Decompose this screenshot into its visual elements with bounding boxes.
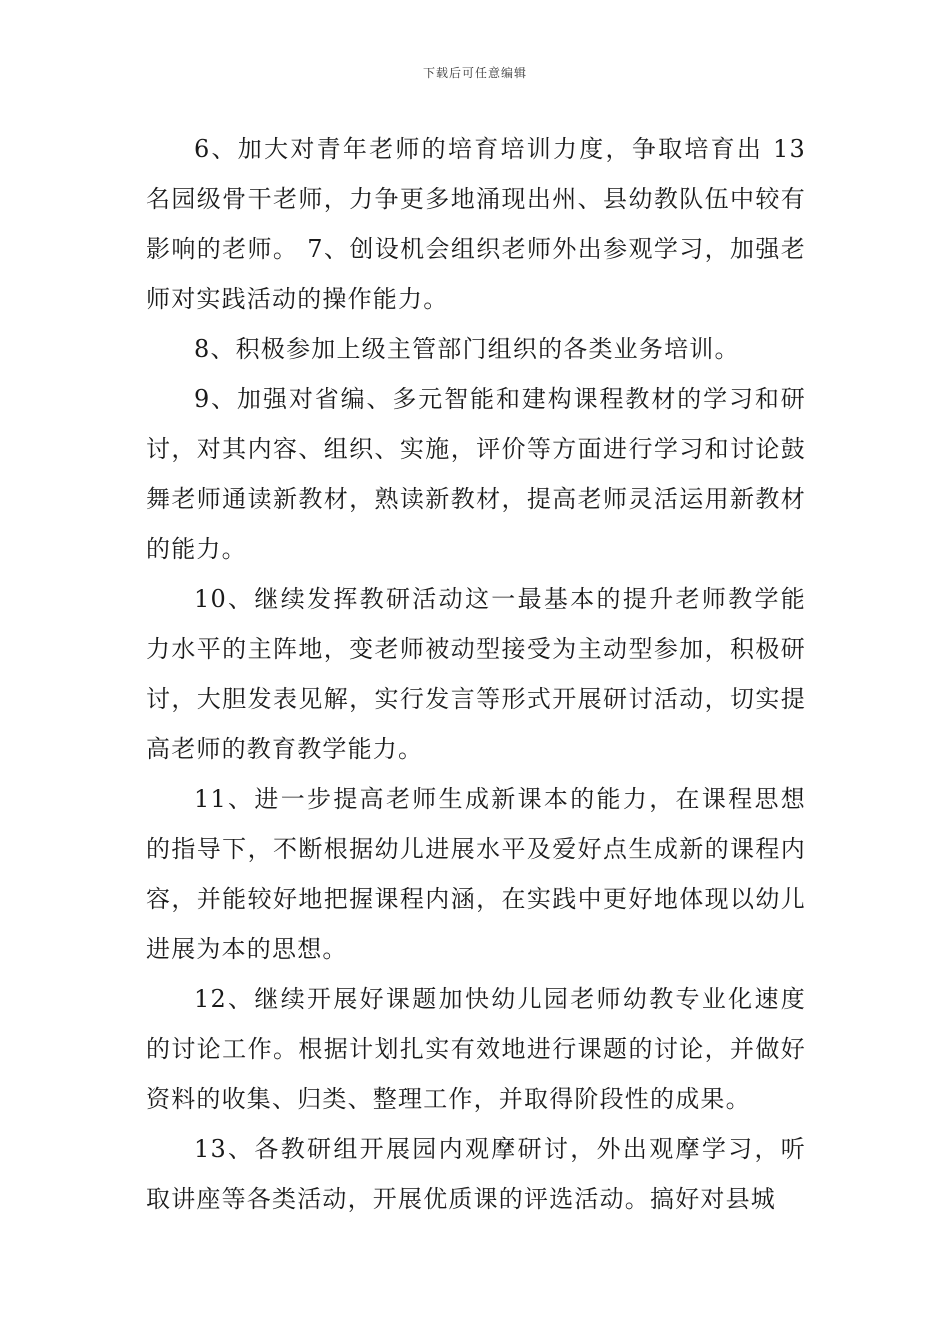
paragraph-10: 10、继续发挥教研活动这一最基本的提升老师教学能力水平的主阵地，变老师被动型接受为主动型参加，积极研讨，大胆发表见解，实行发言等形式开展研讨活动，切实提高老师的教育教学能力。 (146, 585, 806, 763)
paragraph-11: 11、进一步提高老师生成新课本的能力，在课程思想的指导下，不断根据幼儿进展水平及爱好点生成新的课程内容，并能较好地把握课程内涵，在实践中更好地体现以幼儿进展为本的思想。 (146, 785, 806, 963)
paragraph-13: 13、各教研组开展园内观摩研讨，外出观摩学习，听取讲座等各类活动，开展优质课的评选活动。搞好对县城 (146, 1135, 806, 1213)
paragraph-6-7: 6、加大对青年老师的培育培训力度，争取培育出 13 名园级骨干老师，力争更多地涌现出州、县幼教队伍中较有影响的老师。 7、创设机会组织老师外出参观学习，加强老师对实践活动的操作能力。 (146, 135, 806, 313)
paragraph-12: 12、继续开展好课题加快幼儿园老师幼教专业化速度的讨论工作。根据计划扎实有效地进行课题的讨论，并做好资料的收集、归类、整理工作，并取得阶段性的成果。 (146, 985, 806, 1113)
paragraph-9: 9、加强对省编、多元智能和建构课程教材的学习和研讨，对其内容、组织、实施，评价等方面进行学习和讨论鼓舞老师通读新教材，熟读新教材，提高老师灵活运用新教材的能力。 (146, 385, 806, 563)
paragraph-8: 8、积极参加上级主管部门组织的各类业务培训。 (194, 335, 740, 363)
page-header: 下载后可任意编辑 (422, 66, 527, 80)
document-body (146, 124, 806, 1224)
